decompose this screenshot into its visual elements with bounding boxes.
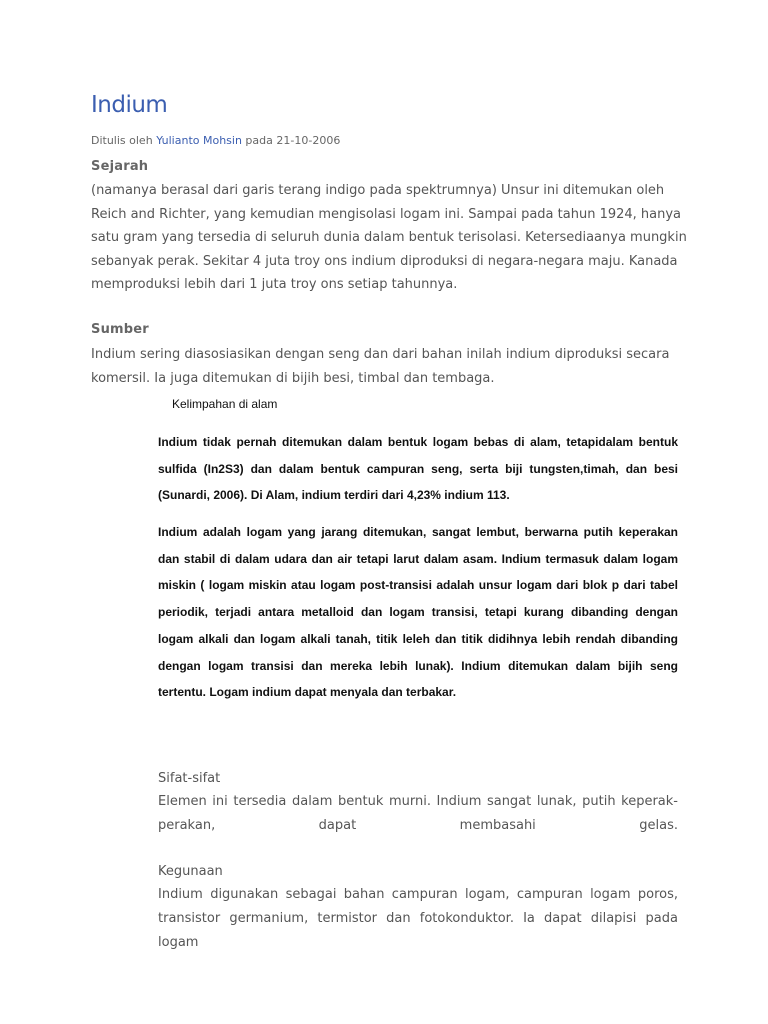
section-text-sejarah: (namanya berasal dari garis terang indigo pada spektrumnya) Unsur ini ditemukan oleh Reich and Richter, yang kemudian mengisolasi logam ini. Sampai pada tahun 1924, hanya satu gram yang tersedia di seluruh dunia dalam bentuk terisolasi. Ketersediaanya mungkin sebanyak perak. Sekitar 4 juta troy ons indium diproduksi di negara-negara maju. Kanada memproduksi lebih dari 1 juta troy ons setiap tahunnya. xyxy=(91,183,687,292)
section-heading-sifat: Sifat-sifat xyxy=(158,771,221,786)
byline-middle: pada xyxy=(241,134,277,147)
byline xyxy=(91,134,340,147)
section-heading-kelimpahan: Kelimpahan di alam xyxy=(172,397,278,411)
publish-date: 21-10-2006 xyxy=(276,134,341,147)
section-heading-kegunaan: Kegunaan xyxy=(158,864,223,879)
section-text-kegunaan: Indium digunakan sebagai bahan campuran logam, campuran logam poros, transistor germanium, termistor dan fotokonduktor. Ia dapat dilapisi pada logam xyxy=(158,887,678,950)
section-heading-sumber: Sumber xyxy=(91,322,149,337)
kelimpahan-paragraph-2: Indium adalah logam yang jarang ditemukan, sangat lembut, berwarna putih keperakan dan stabil di dalam udara dan air tetapi larut dalam asam. Indium termasuk dalam logam miskin ( logam miskin atau logam post-transisi adalah unsur logam dari blok p dari tabel periodik, terjadi antara metalloid dan logam transisi, tetapi kurang dibanding dengan logam alkali dan logam alkali tanah, titik leleh dan titik didihnya lebih rendah dibanding dengan logam transisi dan mereka lebih lunak). Indium ditemukan dalam bijih seng tertentu. Logam indium dapat menyala dan terbakar. xyxy=(158,525,678,700)
article-title: Indium xyxy=(91,92,168,118)
section-text-sifat: Elemen ini tersedia dalam bentuk murni. Indium sangat lunak, putih keperak-perakan, dapat membasahi gelas. xyxy=(158,794,678,833)
section-text-sumber: Indium sering diasosiasikan dengan seng dan dari bahan inilah indium diproduksi secara komersil. Ia juga ditemukan di bijih besi, timbal dan tembaga. xyxy=(91,347,670,386)
kelimpahan-paragraph-1: Indium tidak pernah ditemukan dalam bentuk logam bebas di alam, tetapidalam bentuk sulfida (In2S3) dan dalam bentuk campuran seng, serta biji tungsten,timah, dan besi (Sunardi, 2006). Di Alam, indium terdiri dari 4,23% indium 113. xyxy=(158,435,678,503)
section-heading-sejarah: Sejarah xyxy=(91,159,149,174)
byline-prefix: Ditulis oleh xyxy=(91,134,157,147)
author-link[interactable]: Yulianto Mohsin xyxy=(156,134,242,147)
